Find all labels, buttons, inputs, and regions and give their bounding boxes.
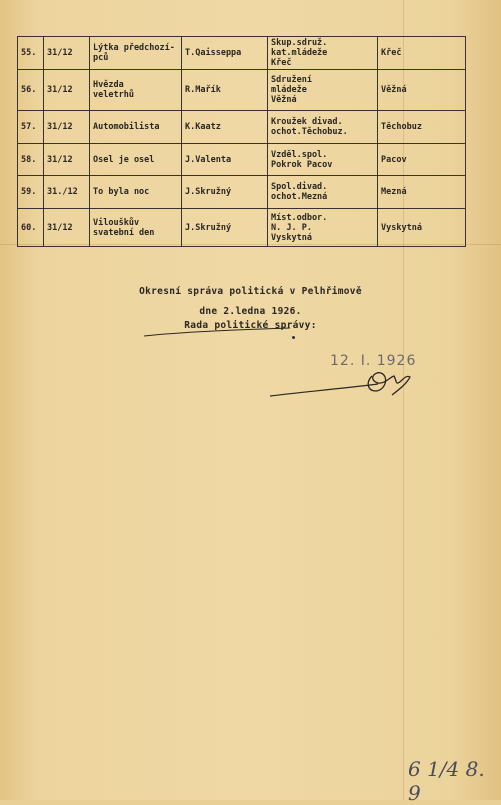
row-place: Křeč: [378, 37, 466, 70]
row-organizer: Vzděl.spol. Pokrok Pacov: [268, 144, 378, 176]
row-organizer: Skup.sdruž. kat.mládeže Křeč: [268, 37, 378, 70]
row-place: Pacov: [378, 144, 466, 176]
row-author: J.Skružný: [182, 209, 268, 247]
row-organizer: Spol.divad. ochot.Mezná: [268, 176, 378, 209]
archive-reference-number: 6 1/4 8. 9: [408, 757, 485, 805]
row-play-title: Hvězda veletrhů: [90, 70, 182, 111]
table-row: [18, 176, 466, 209]
row-author: R.Mařík: [182, 70, 268, 111]
row-date: 31/12: [44, 144, 90, 176]
row-play-title: Osel je osel: [90, 144, 182, 176]
row-play-title: To byla noc: [90, 176, 182, 209]
row-number: 56.: [18, 70, 44, 111]
row-place: Vyskytná: [378, 209, 466, 247]
row-author: T.Qaisseppa: [182, 37, 268, 70]
row-number: 57.: [18, 111, 44, 144]
row-date: 31/12: [44, 209, 90, 247]
row-organizer: Míst.odbor. N. J. P. Vyskytná: [268, 209, 378, 247]
table-row: [18, 209, 466, 247]
row-number: 59.: [18, 176, 44, 209]
row-number: 58.: [18, 144, 44, 176]
ink-dot: [292, 336, 295, 339]
table-row: [18, 144, 466, 176]
row-play-title: Lýtka předchozí- pců: [90, 37, 182, 70]
row-author: K.Kaatz: [182, 111, 268, 144]
row-date: 31./12: [44, 176, 90, 209]
row-play-title: Automobilista: [90, 111, 182, 144]
row-place: Věžná: [378, 70, 466, 111]
row-place: Mezná: [378, 176, 466, 209]
row-number: 55.: [18, 37, 44, 70]
row-date: 31/12: [44, 37, 90, 70]
row-author: J.Skružný: [182, 176, 268, 209]
pen-strike-line: [142, 327, 292, 337]
table-row: [18, 37, 466, 70]
office-name: Okresní správa politická v Pelhřimově: [139, 286, 362, 297]
table-row: [18, 111, 466, 144]
handwritten-signature: [268, 362, 418, 407]
received-date-stamp: 12. I. 1926: [330, 353, 417, 369]
document-date: dne 2.ledna 1926.: [199, 306, 302, 317]
row-organizer: Sdružení mládeže Věžná: [268, 70, 378, 111]
row-play-title: Vilouškův svatební den: [90, 209, 182, 247]
signatory-title: Rada politické správy:: [184, 320, 317, 331]
row-date: 31/12: [44, 70, 90, 111]
row-organizer: Kroužek divad. ochot.Těchobuz.: [268, 111, 378, 144]
row-author: J.Valenta: [182, 144, 268, 176]
row-place: Těchobuz: [378, 111, 466, 144]
row-date: 31/12: [44, 111, 90, 144]
table-row: [18, 70, 466, 111]
performance-register-table: [17, 36, 466, 247]
row-number: 60.: [18, 209, 44, 247]
